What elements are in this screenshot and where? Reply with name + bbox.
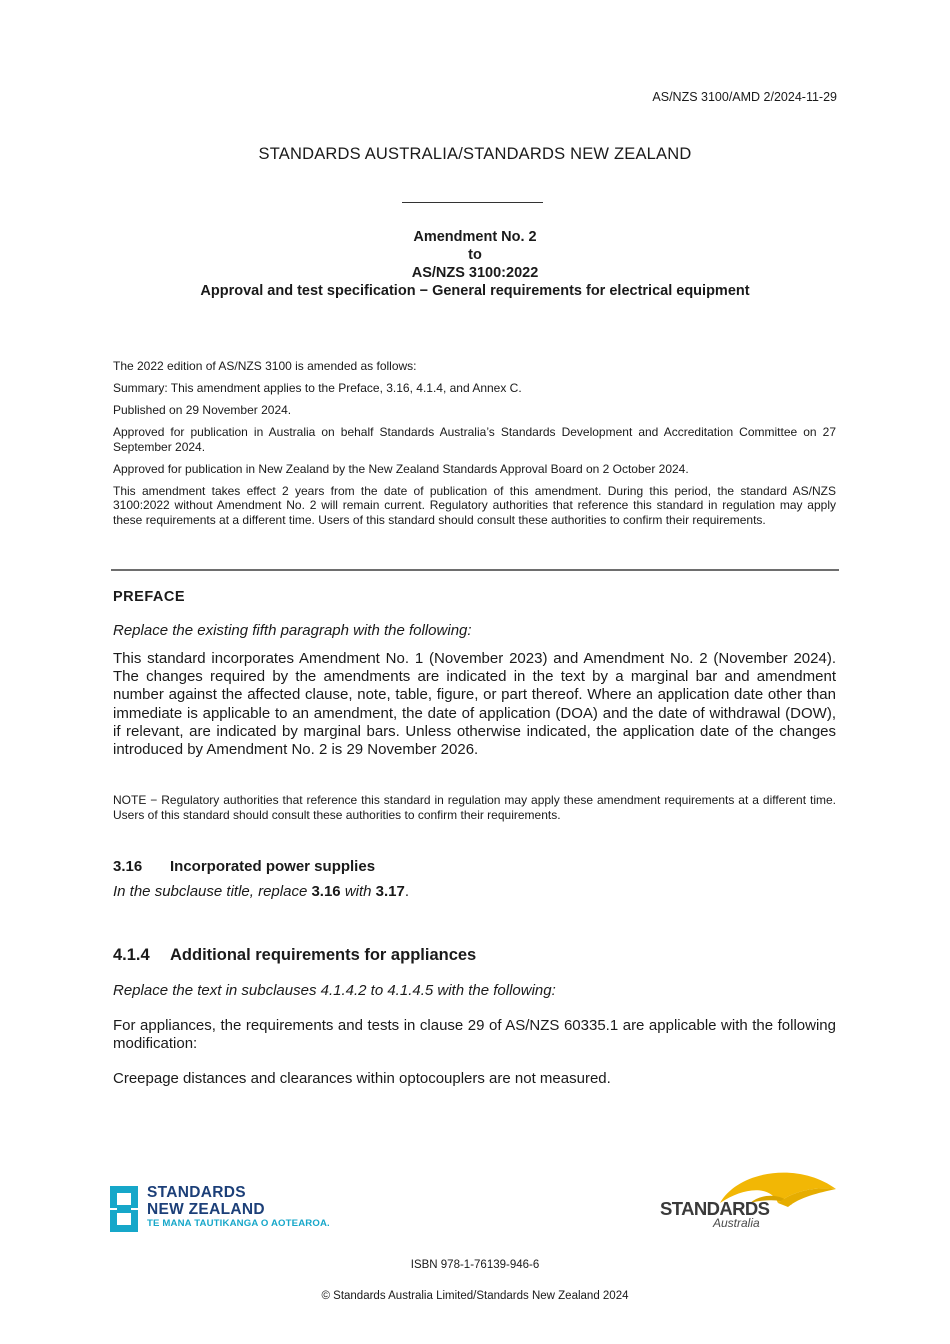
sa-logo-subtitle: Australia — [713, 1216, 760, 1230]
amendment-title: Amendment No. 2 — [413, 229, 537, 245]
standard-subtitle: Approval and test specification − General requirements for electrical equipment — [200, 283, 750, 299]
preface-heading: PREFACE — [113, 589, 185, 605]
intro-published: Published on 29 November 2024. — [113, 403, 292, 417]
intro-approval-au: Approved for publication in Australia on behalf Standards Australia’s Standards Development and Accreditation Committee on 27 September 2024. — [113, 425, 836, 454]
sa-logo-wordmark: STANDARDS — [660, 1198, 770, 1219]
intro-summary: Summary: This amendment applies to the Preface, 3.16, 4.1.4, and Annex C. — [113, 381, 522, 395]
clause-414-instruction: Replace the text in subclauses 4.1.4.2 to 4.1.4.5 with the following: — [113, 982, 556, 999]
title-to: to — [468, 247, 482, 263]
nz-logo-line: NEW ZEALAND — [147, 1201, 265, 1218]
isbn: ISBN 978-1-76139-946-6 — [410, 1259, 540, 1271]
preface-instruction: Replace the existing fifth paragraph with the following: — [113, 622, 472, 639]
instruction-text: In the subclause title, replace — [113, 883, 312, 900]
intro-effect: This amendment takes effect 2 years from the date of publication of this amendment. During this period, the standard AS/NZS 3100:2022 without Amendment No. 2 will remain current. Regulatory authorities that reference this standard in regulation may apply these requirements at a different time. Users of this standard should consult these authorities to confirm their requirements. — [113, 483, 836, 527]
title-divider — [402, 202, 543, 203]
preface-note: NOTE − Regulatory authorities that reference this standard in regulation may apply these amendment requirements at a different time. Users of this standard should consult these authorities to confirm their requirements. — [113, 793, 836, 822]
clause-414-heading — [113, 946, 836, 965]
nz-logo-line: STANDARDS — [147, 1184, 246, 1201]
clause-316-heading — [113, 858, 836, 875]
nz-logo-text — [147, 1184, 330, 1230]
document-id: AS/NZS 3100/AMD 2/2024-11-29 — [652, 90, 837, 104]
clause-number: 4.1.4 — [113, 946, 150, 964]
preface-body: This standard incorporates Amendment No. 1 (November 2023) and Amendment No. 2 (November 2024). The changes required by the amendments are indicated in the text by a marginal bar and amendment number against the affected clause, note, table, figure, or part thereof. Where an application date other than immediate is applicable to an amendment, the date of application (DOA) and the date of withdrawal (DOW), if relevant, are indicated by marginal bars. Unless otherwise indicated, the application date of the changes introduced by Amendment No. 2 is 29 November 2026. — [113, 650, 836, 759]
intro-paragraph: The 2022 edition of AS/NZS 3100 is amended as follows: — [113, 359, 417, 373]
instruction-end: . — [404, 883, 410, 900]
title-block — [0, 228, 950, 300]
section-divider — [111, 569, 839, 571]
old-clause-number: 3.16 — [311, 883, 341, 900]
clause-title: Incorporated power supplies — [170, 858, 376, 875]
clause-number: 3.16 — [113, 858, 143, 875]
copyright: © Standards Australia Limited/Standards New Zealand 2024 — [321, 1290, 629, 1302]
new-clause-number: 3.17 — [375, 883, 405, 900]
clause-414-paragraph-2: Creepage distances and clearances within optocouplers are not measured. — [113, 1070, 611, 1087]
standard-number: AS/NZS 3100:2022 — [411, 265, 539, 281]
clause-title: Additional requirements for appliances — [170, 946, 477, 964]
instruction-text: with — [340, 883, 376, 900]
clause-414-paragraph: For appliances, the requirements and tests in clause 29 of AS/NZS 60335.1 are applicable with the following modification: — [113, 1017, 836, 1053]
standards-australia-logo — [658, 1163, 840, 1235]
nz-logo-tagline: TE MANA TAUTIKANGA O AOTEAROA. — [147, 1218, 330, 1229]
nz-logo-icon — [110, 1184, 142, 1234]
clause-316-instruction — [113, 883, 836, 900]
intro-approval-nz: Approved for publication in New Zealand by the New Zealand Standards Approval Board on 2 October 2024. — [113, 461, 689, 476]
standards-new-zealand-logo — [110, 1183, 350, 1235]
intro-block — [113, 359, 836, 535]
organization-title: STANDARDS AUSTRALIA/STANDARDS NEW ZEALAND — [258, 145, 692, 163]
